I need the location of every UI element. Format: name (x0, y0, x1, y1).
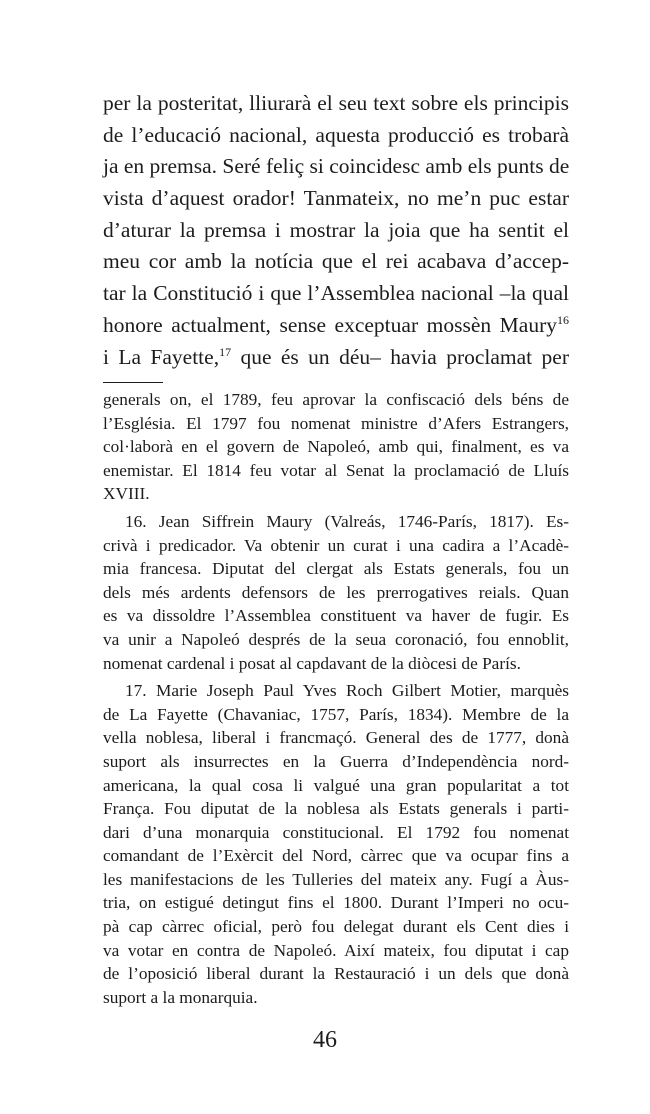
body-line: ja en premsa. Seré feliç si coincidesc amb els punts de (103, 154, 570, 179)
body-line: d’aturar la premsa i mostrar la joia que ha sentit el (103, 217, 569, 242)
footnote-separator-rule (103, 382, 163, 383)
footnote-line: va unir a Napoleó després de la seua coronació, fou ennoblit, (103, 629, 569, 649)
footnote-line: suport a la monarquia. (103, 987, 258, 1007)
footnote-line: generals on, el 1789, feu aprovar la confiscació dels béns de (103, 390, 569, 409)
footnote-line: tria, on estigué detingut fins el 1800. Durant l’Imperi no ocu- (103, 893, 569, 913)
footnote-line: XVIII. (103, 484, 150, 504)
footnote-16 (103, 510, 569, 675)
footnote-line: les manifestacions de les Tulleries del mateix any. Fugí a Àus- (103, 869, 569, 889)
footnote-line: França. Fou diputat de la noblesa als Estats generals i parti- (103, 799, 569, 819)
footnote-line: de l’oposició liberal durant la Restauració i un dels que donà (103, 964, 569, 984)
body-line-with-ref-17 (103, 342, 569, 374)
body-line-text: que és un déu– havia proclamat per (231, 344, 569, 369)
footnote-ref-16: 16 (557, 312, 569, 327)
footnote-line: dari d’una monarquia constitucional. El 1792 fou nomenat (103, 822, 569, 842)
footnote-line: vella noblesa, liberal i francmaçó. General des de 1777, donà (103, 728, 569, 748)
footnote-line: nomenat cardenal i posat al capdavant de la diòcesi de París. (103, 653, 521, 673)
body-line-text: i La Fayette, (103, 344, 220, 369)
page-number: 46 (313, 1027, 337, 1053)
footnote-ref-17: 17 (219, 344, 232, 359)
body-line: tar la Constitució i que l’Assemblea nacional –la qual (103, 281, 569, 306)
body-line: de l’educació nacional, aquesta producció es trobarà (103, 122, 569, 147)
footnote-continued (103, 388, 569, 506)
footnote-line: suport als insurrectes en la Guerra d’Independència nord- (103, 751, 569, 771)
footnote-line: de La Fayette (Chavaniac, 1757, París, 1834). Membre de la (103, 704, 569, 724)
footnote-line: es va dissoldre l’Assemblea constituent va haver de fugir. Es (103, 606, 569, 626)
body-line: per la posteritat, lliurarà el seu text sobre els principis (103, 91, 569, 115)
footnote-line: col·laborà en el govern de Napoleó, amb qui, finalment, es va (103, 437, 569, 457)
footnotes-section (103, 388, 569, 1013)
footnote-line: l’Església. El 1797 fou nomenat ministre d’Afers Estrangers, (103, 413, 569, 433)
footnote-line: americana, la qual cosa li valgué una gran popularitat a tot (103, 775, 569, 795)
footnote-line: va votar en contra de Napoleó. Així mateix, fou diputat i cap (103, 940, 569, 960)
main-body-text (103, 88, 569, 373)
footnote-17 (103, 679, 569, 1009)
footnote-line: mia francesa. Diputat del clergat als Estats generals, fou un (103, 559, 569, 579)
footnote-line: 16. Jean Siffrein Maury (Valreás, 1746-París, 1817). Es- (125, 511, 569, 531)
footnote-line: crivà i predicador. Va obtenir un curat i una cadira a l’Acadè- (103, 535, 569, 555)
body-line: meu cor amb la notícia que el rei acabava d’accep- (103, 249, 569, 274)
footnote-line: pà cap càrrec oficial, però fou delegat durant els Cent dies i (103, 917, 569, 937)
body-line-text: honore actualment, sense exceptuar mossèn Maury (103, 312, 557, 337)
footnote-line: enemistar. El 1814 feu votar al Senat la proclamació de Lluís (103, 460, 569, 480)
body-line-with-ref-16 (103, 310, 569, 342)
body-line: vista d’aquest orador! Tanmateix, no me’n puc estar (103, 186, 569, 211)
footnote-line: dels més ardents defensors de les prerrogatives reials. Quan (103, 582, 569, 602)
footnote-line: 17. Marie Joseph Paul Yves Roch Gilbert Motier, marquès (125, 681, 569, 701)
footnote-line: comandant de l’Exèrcit del Nord, càrrec que va ocupar fins a (103, 846, 569, 866)
